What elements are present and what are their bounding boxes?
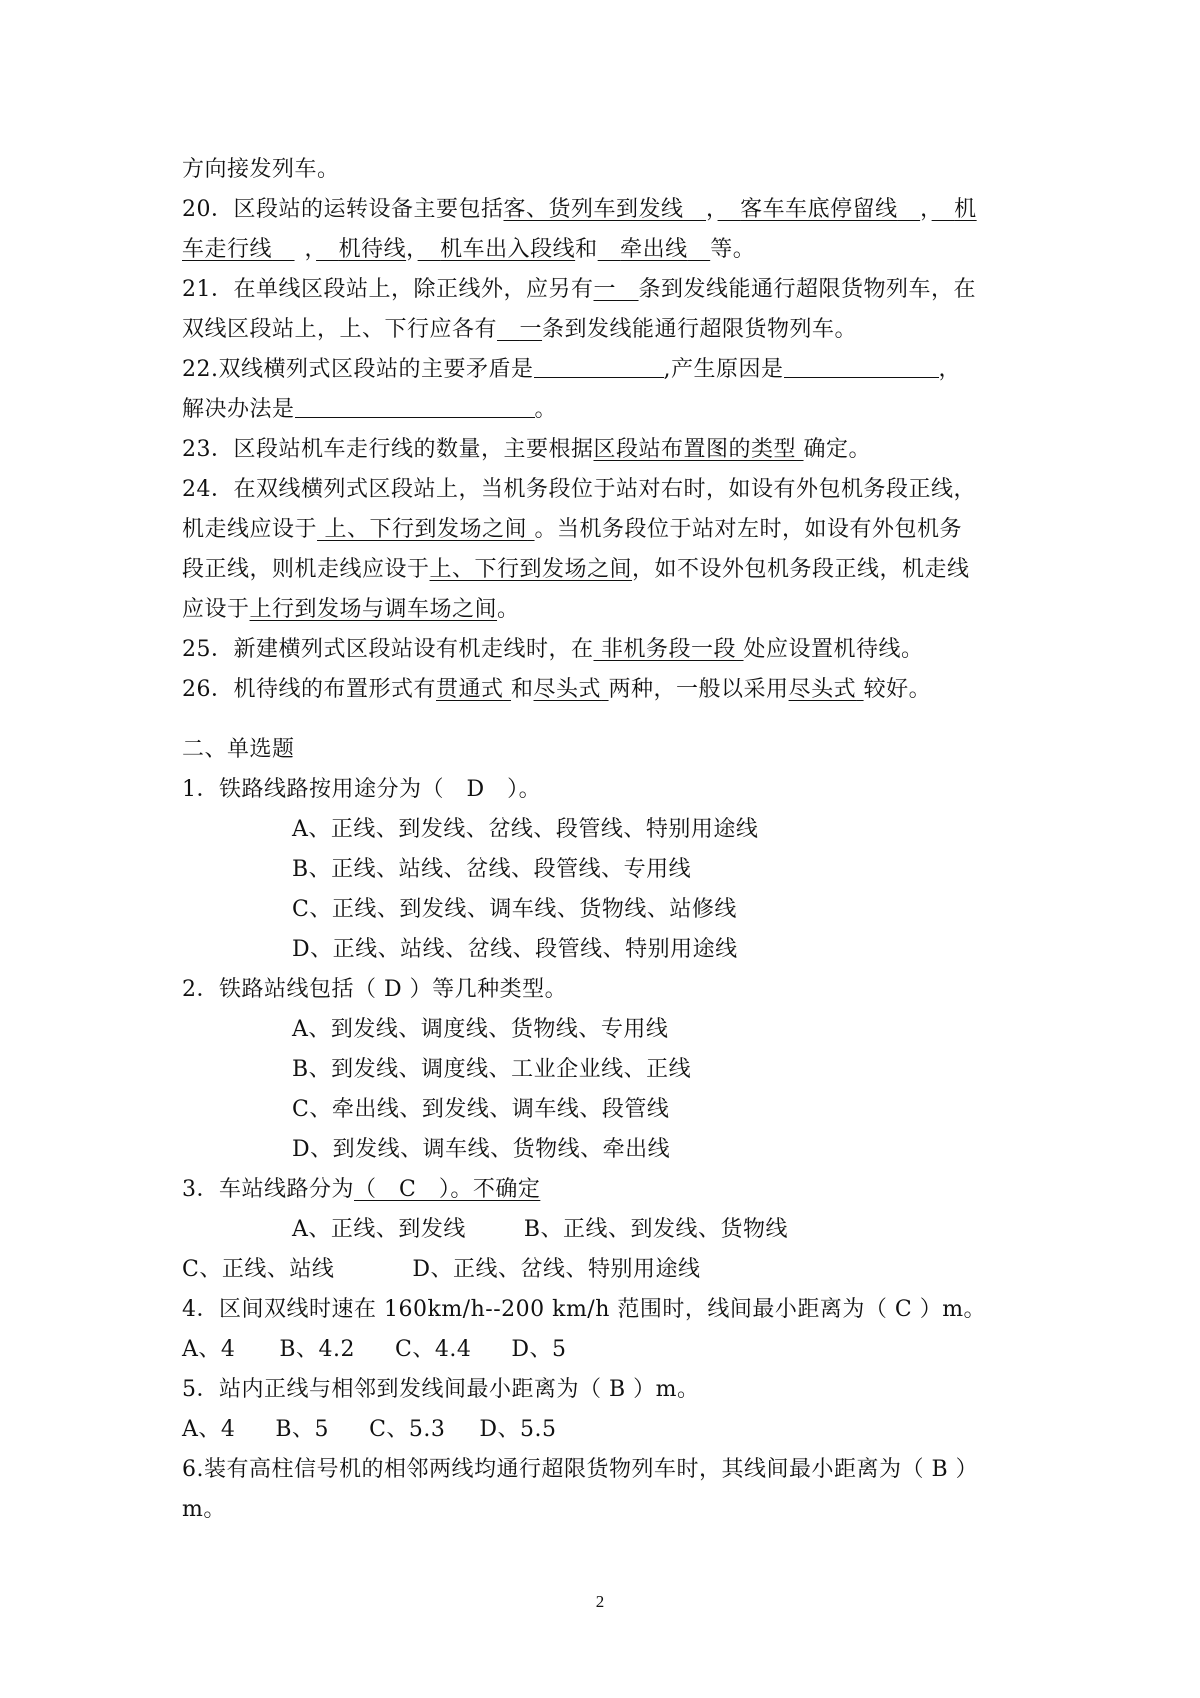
q20-answer-2: 客车车底停留线: [740, 197, 898, 222]
q21-answer-2: 一: [519, 317, 543, 342]
q24-line4: 应设于上行到发场与调车场之间。: [182, 597, 520, 622]
q22-blank-2: [784, 353, 939, 378]
page-number: 2: [595, 1592, 605, 1611]
q24-line2: 机走线应设于 上、下行到发场之间 。当机务段位于站对左时，如设有外包机务: [182, 517, 963, 542]
sc-q4-stem: 4．区间双线时速在 160km/h--200 km/h 范围时，线间最小距离为（ C ）m。: [182, 1297, 987, 1322]
sc-q4-option-c: C、4.4: [395, 1337, 472, 1362]
sc-q5-option-c: C、5.3: [369, 1417, 446, 1442]
sc-q4-option-a: A、4: [182, 1337, 236, 1362]
q21-answer-1: 一: [593, 277, 617, 302]
sc-q2-option-d: D、到发线、调车线、货物线、牵出线: [292, 1137, 671, 1162]
q20-answer-4: 机待线: [338, 237, 407, 262]
sc-q3-answer: （ C ）。不确定: [354, 1177, 541, 1202]
q20-line1: 20．区段站的运转设备主要包括客、货列车到发线 ， 客车车底停留线 ， 机: [182, 197, 977, 222]
sc-q5-option-a: A、4: [182, 1417, 236, 1442]
sc-q3-option-d: D、正线、岔线、特别用途线: [412, 1257, 701, 1282]
q22-line2: 解决办法是 。: [182, 390, 1032, 430]
sc-q4-option-d: D、5: [511, 1337, 567, 1362]
sc-q2-stem: 2．铁路站线包括（ D ）等几种类型。: [182, 977, 568, 1002]
q20-answer-5: 机车出入段线: [440, 237, 576, 262]
sc-q5-options: [182, 1410, 1032, 1450]
sc-q5-option-d: D、5.5: [479, 1417, 557, 1442]
q20-line2: 车走行线 ， 机待线， 机车出入段线和 牵出线 等。: [182, 237, 756, 262]
q24-answer-1: 上、下行到发场之间: [324, 517, 528, 542]
sc-q3-stem: 3．车站线路分为（ C ）。不确定: [182, 1177, 541, 1202]
q21-line2: 双线区段站上，上、下行应各有 一条到发线能通行超限货物列车。: [182, 317, 858, 342]
q26-answer-2: 尽头式: [533, 677, 602, 702]
q24-line1: 24．在双线横列式区段站上，当机务段位于站对右时，如设有外包机务段正线，: [182, 477, 976, 502]
section-gap: [182, 710, 1032, 730]
sc-q3-option-c: C、正线、站线: [182, 1257, 335, 1282]
q22-blank-3: [295, 393, 535, 418]
sc-q6-stem-line2: m。: [182, 1497, 226, 1522]
sc-q3-options-cd: [182, 1250, 1032, 1290]
sc-q4-options: [182, 1330, 1032, 1370]
q22-blank-1: [534, 353, 664, 378]
q20-answer-3b: 车走行线: [182, 237, 273, 262]
sc-q2-option-c: C、牵出线、到发线、调车线、段管线: [292, 1097, 670, 1122]
sc-q3-option-a: A、正线、到发线: [292, 1217, 466, 1242]
q19-tail: 方向接发列车。: [182, 157, 340, 182]
q20-answer-3a: 机: [954, 197, 977, 222]
q23-line: 23．区段站机车走行线的数量，主要根据区段站布置图的类型 确定。: [182, 437, 872, 462]
sc-q3-option-b: B、正线、到发线、货物线: [523, 1217, 789, 1242]
q22-line1: 22.双线横列式区段站的主要矛盾是 ,产生原因是 ，: [182, 350, 1032, 390]
q20-answer-1: 客、货列车到发线: [503, 197, 684, 222]
sc-q5-stem: 5．站内正线与相邻到发线间最小距离为（ B ）m。: [182, 1377, 700, 1402]
q26-answer-1: 贯通式: [436, 677, 504, 702]
sc-q1-option-c: C、正线、到发线、调车线、货物线、站修线: [292, 897, 737, 922]
sc-q1-option-b: B、正线、站线、岔线、段管线、专用线: [292, 857, 692, 882]
sc-q1-option-d: D、正线、站线、岔线、段管线、特别用途线: [292, 937, 738, 962]
q21-line1: 21．在单线区段站上，除正线外，应另有一 条到发线能通行超限货物列车，在: [182, 277, 977, 302]
q26-answer-3: 尽头式: [788, 677, 857, 702]
q24-answer-2: 上、下行到发场之间: [429, 557, 633, 582]
sc-q4-option-b: B、4.2: [279, 1337, 356, 1362]
sc-q5-option-b: B、5: [275, 1417, 330, 1442]
sc-q3-options-ab: [182, 1210, 1032, 1250]
q25-line: 25．新建横列式区段站设有机走线时，在 非机务段一段 处应设置机待线。: [182, 637, 924, 662]
q26-line: 26．机待线的布置形式有贯通式 和尽头式 两种，一般以采用尽头式 较好。: [182, 677, 932, 702]
sc-q6-stem-line1: 6.装有高柱信号机的相邻两线均通行超限货物列车时，其线间最小距离为（ B ）: [182, 1457, 979, 1482]
sc-q2-option-a: A、到发线、调度线、货物线、专用线: [292, 1017, 669, 1042]
section-heading: 二、单选题: [182, 737, 295, 762]
sc-q2-option-b: B、到发线、调度线、工业企业线、正线: [292, 1057, 692, 1082]
sc-q1-stem: 1．铁路线路按用途分为（ D ）。: [182, 777, 542, 802]
sc-q1-option-a: A、正线、到发线、岔线、段管线、特别用途线: [292, 817, 759, 842]
q24-line3: 段正线，则机走线应设于上、下行到发场之间，如不设外包机务段正线，机走线: [182, 557, 970, 582]
q23-answer: 区段站布置图的类型: [593, 437, 797, 462]
q25-answer: 非机务段一段: [601, 637, 737, 662]
q24-answer-3: 上行到发场与调车场之间: [249, 597, 498, 622]
q20-answer-6: 牵出线: [620, 237, 688, 262]
page-content: [182, 150, 1032, 1530]
